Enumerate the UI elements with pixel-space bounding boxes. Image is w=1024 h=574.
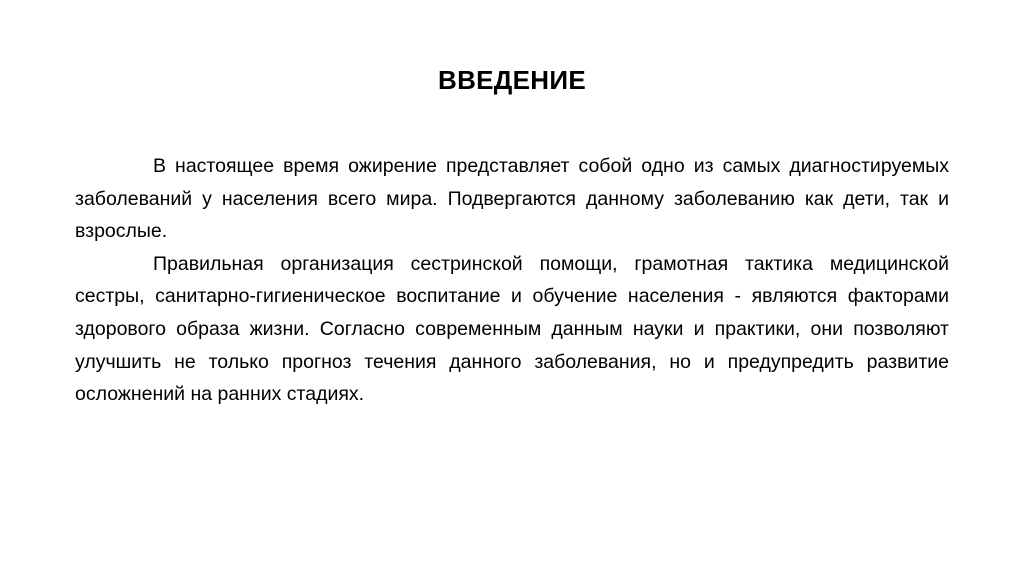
slide-title: ВВЕДЕНИЕ xyxy=(438,65,586,95)
paragraph-nursing-care: Правильная организация сестринской помощи, грамотная тактика медицинской сестры, санитарно-гигиеническое воспитание и обучение населения - являются факторами здорового образа жизни. Согласно современным данным науки и практики, они позволяют улучшить не только прогноз течения данного заболевания, но и предупредить развитие осложнений на ранних стадиях. xyxy=(75,252,949,406)
slide-body xyxy=(75,150,949,411)
paragraph-intro: В настоящее время ожирение представляет собой одно из самых диагностируемых заболеваний у населения всего мира. Подвергаются данному заболеванию как дети, так и взрослые. xyxy=(75,155,949,243)
